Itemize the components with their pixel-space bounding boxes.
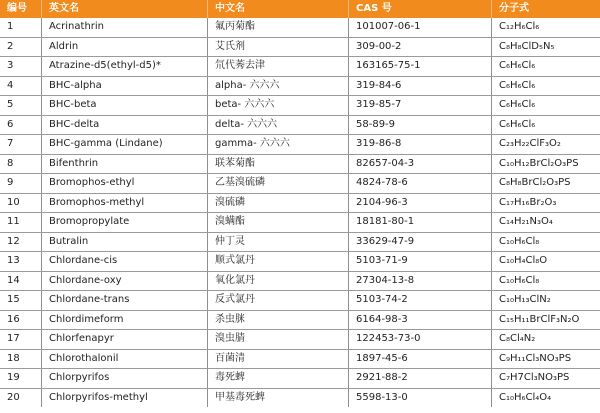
table-row: [0, 135, 600, 155]
cell-no: 5: [0, 96, 42, 116]
cell-cas: 27304-13-8: [349, 271, 492, 291]
cell-cas: 5103-71-9: [349, 252, 492, 272]
cell-english-name: Chlorothalonil: [42, 349, 208, 369]
cell-chinese-name: 溴螨酯: [208, 213, 349, 233]
cell-formula: C₈H₈ClD₅N₅: [492, 37, 600, 57]
cell-no: 3: [0, 57, 42, 77]
table-row: [0, 154, 600, 174]
cell-no: 14: [0, 271, 42, 291]
cell-chinese-name: alpha- 六六六: [208, 76, 349, 96]
cell-cas: 4824-78-6: [349, 174, 492, 194]
cell-english-name: Atrazine-d5(ethyl-d5)*: [42, 57, 208, 77]
cell-no: 17: [0, 330, 42, 350]
cell-no: 11: [0, 213, 42, 233]
cell-formula: C₁₅H₁₁BrClF₃N₂O: [492, 310, 600, 330]
cell-cas: 5598-13-0: [349, 388, 492, 407]
cell-chinese-name: beta- 六六六: [208, 96, 349, 116]
cell-cas: 6164-98-3: [349, 310, 492, 330]
cell-formula: C₆H₆Cl₆: [492, 115, 600, 135]
cell-no: 6: [0, 115, 42, 135]
cell-english-name: Acrinathrin: [42, 18, 208, 37]
cell-no: 9: [0, 174, 42, 194]
cell-english-name: Bromophos-methyl: [42, 193, 208, 213]
cell-english-name: Chlorpyrifos-methyl: [42, 388, 208, 407]
header-cas-number: CAS 号: [349, 0, 492, 18]
cell-english-name: BHC-gamma (Lindane): [42, 135, 208, 155]
cell-no: 2: [0, 37, 42, 57]
cell-formula: C₁₀H₆Cl₈: [492, 232, 600, 252]
cell-cas: 309-00-2: [349, 37, 492, 57]
cell-chinese-name: 杀虫脒: [208, 310, 349, 330]
cell-english-name: BHC-delta: [42, 115, 208, 135]
cell-no: 16: [0, 310, 42, 330]
table-row: [0, 310, 600, 330]
cell-formula: C₆H₆Cl₆: [492, 76, 600, 96]
cell-formula: C₆H₆Cl₆: [492, 96, 600, 116]
cell-english-name: BHC-alpha: [42, 76, 208, 96]
cell-english-name: Aldrin: [42, 37, 208, 57]
cell-formula: C₂₃H₂₂ClF₃O₂: [492, 135, 600, 155]
cell-cas: 319-85-7: [349, 96, 492, 116]
cell-cas: 101007-06-1: [349, 18, 492, 37]
table-row: [0, 193, 600, 213]
table-row: [0, 18, 600, 37]
cell-chinese-name: 氟丙菊酯: [208, 18, 349, 37]
cell-no: 10: [0, 193, 42, 213]
cell-cas: 82657-04-3: [349, 154, 492, 174]
table-row: [0, 369, 600, 389]
cell-no: 20: [0, 388, 42, 407]
cell-no: 1: [0, 18, 42, 37]
cell-chinese-name: 乙基溴硫磷: [208, 174, 349, 194]
cell-english-name: Bifenthrin: [42, 154, 208, 174]
cell-formula: C₁₂H₆Cl₆: [492, 18, 600, 37]
cell-no: 13: [0, 252, 42, 272]
cell-formula: C₁₀H₆Cl₄O₄: [499, 391, 552, 403]
cell-chinese-name: 反式氯丹: [208, 291, 349, 311]
cell-formula: C₁₇H₁₆Br₂O₃: [492, 193, 600, 213]
cell-formula: C₁₀H₄Cl₈O: [492, 252, 600, 272]
cell-no: 12: [0, 232, 42, 252]
cell-no: 18: [0, 349, 42, 369]
cell-english-name: Chlordane-cis: [42, 252, 208, 272]
cell-english-name: Chlorpyrifos: [42, 369, 208, 389]
cell-no: 8: [0, 154, 42, 174]
table-row: [0, 232, 600, 252]
cell-chinese-name: delta- 六六六: [208, 115, 349, 135]
cell-chinese-name: 联苯菊酯: [208, 154, 349, 174]
table-row: [0, 57, 600, 77]
cell-chinese-name: 百菌清: [208, 349, 349, 369]
cell-english-name: Butralin: [42, 232, 208, 252]
cell-formula: C₁₀H₆Cl₈: [492, 271, 600, 291]
cell-no: 7: [0, 135, 42, 155]
table-row: [0, 174, 600, 194]
table-row: [0, 37, 600, 57]
cell-formula: C₁₀H₁₃ClN₂: [492, 291, 600, 311]
header-row: [0, 0, 600, 18]
table-row: [0, 291, 600, 311]
table-row: [0, 76, 600, 96]
table-header: [0, 0, 600, 18]
cell-cas: 122453-73-0: [349, 330, 492, 350]
header-formula: 分子式: [492, 0, 600, 18]
table-row: [0, 252, 600, 272]
cell-cas: 1897-45-6: [349, 349, 492, 369]
cell-formula: C₆H₆Cl₆: [492, 57, 600, 77]
cell-cas: 2921-88-2: [349, 369, 492, 389]
table-row: [0, 388, 600, 407]
cell-formula: C₉H₁₁Cl₃NO₃PS: [492, 349, 600, 369]
cell-chinese-name: 甲基毒死蜱: [208, 388, 349, 407]
cell-chinese-name: 艾氏剂: [208, 37, 349, 57]
table-row: [0, 271, 600, 291]
table-row: [0, 349, 600, 369]
table-row: [0, 115, 600, 135]
cell-chinese-name: 氧化氯丹: [208, 271, 349, 291]
header-english-name: 英文名: [42, 0, 208, 18]
cell-english-name: Chlorfenapyr: [42, 330, 208, 350]
cell-formula: C₈Cl₄N₂: [492, 330, 600, 350]
cell-cas: 33629-47-9: [349, 232, 492, 252]
cell-chinese-name: 溴虫腈: [208, 330, 349, 350]
cell-formula: C₇H7Cl₃NO₃PS: [492, 369, 600, 389]
cell-no: 15: [0, 291, 42, 311]
cell-cas: 18181-80-1: [349, 213, 492, 233]
cell-chinese-name: 毒死蜱: [208, 369, 349, 389]
header-no: 编号: [0, 0, 42, 18]
cell-cas: 5103-74-2: [349, 291, 492, 311]
cell-formula: C₁₀H₁₂BrCl₂O₃PS: [492, 154, 600, 174]
cell-formula: C₈H₈BrCl₂O₃PS: [492, 174, 600, 194]
cell-chinese-name: 溴硫磷: [208, 193, 349, 213]
cell-chinese-name: 氘代莠去津: [208, 57, 349, 77]
cell-english-name: BHC-beta: [42, 96, 208, 116]
cell-cas: 163165-75-1: [349, 57, 492, 77]
cell-english-name: Chlordimeform: [42, 310, 208, 330]
cell-english-name: Chlordane-oxy: [42, 271, 208, 291]
cell-no: 19: [0, 369, 42, 389]
cell-chinese-name: 仲丁灵: [208, 232, 349, 252]
cell-no: 4: [0, 76, 42, 96]
table-row: [0, 330, 600, 350]
cell-english-name: Bromophos-ethyl: [42, 174, 208, 194]
table-body: [0, 18, 600, 407]
header-chinese-name: 中文名: [208, 0, 349, 18]
cell-cas: 58-89-9: [349, 115, 492, 135]
cell-chinese-name: 顺式氯丹: [208, 252, 349, 272]
cell-english-name: Chlordane-trans: [42, 291, 208, 311]
cell-cas: 2104-96-3: [349, 193, 492, 213]
cell-english-name: Bromopropylate: [42, 213, 208, 233]
cell-formula: C₁₄H₂₁N₃O₄: [492, 213, 600, 233]
cell-cas: 319-84-6: [349, 76, 492, 96]
table-row: [0, 96, 600, 116]
cell-cas: 319-86-8: [349, 135, 492, 155]
cell-chinese-name: gamma- 六六六: [208, 135, 349, 155]
table-row: [0, 213, 600, 233]
